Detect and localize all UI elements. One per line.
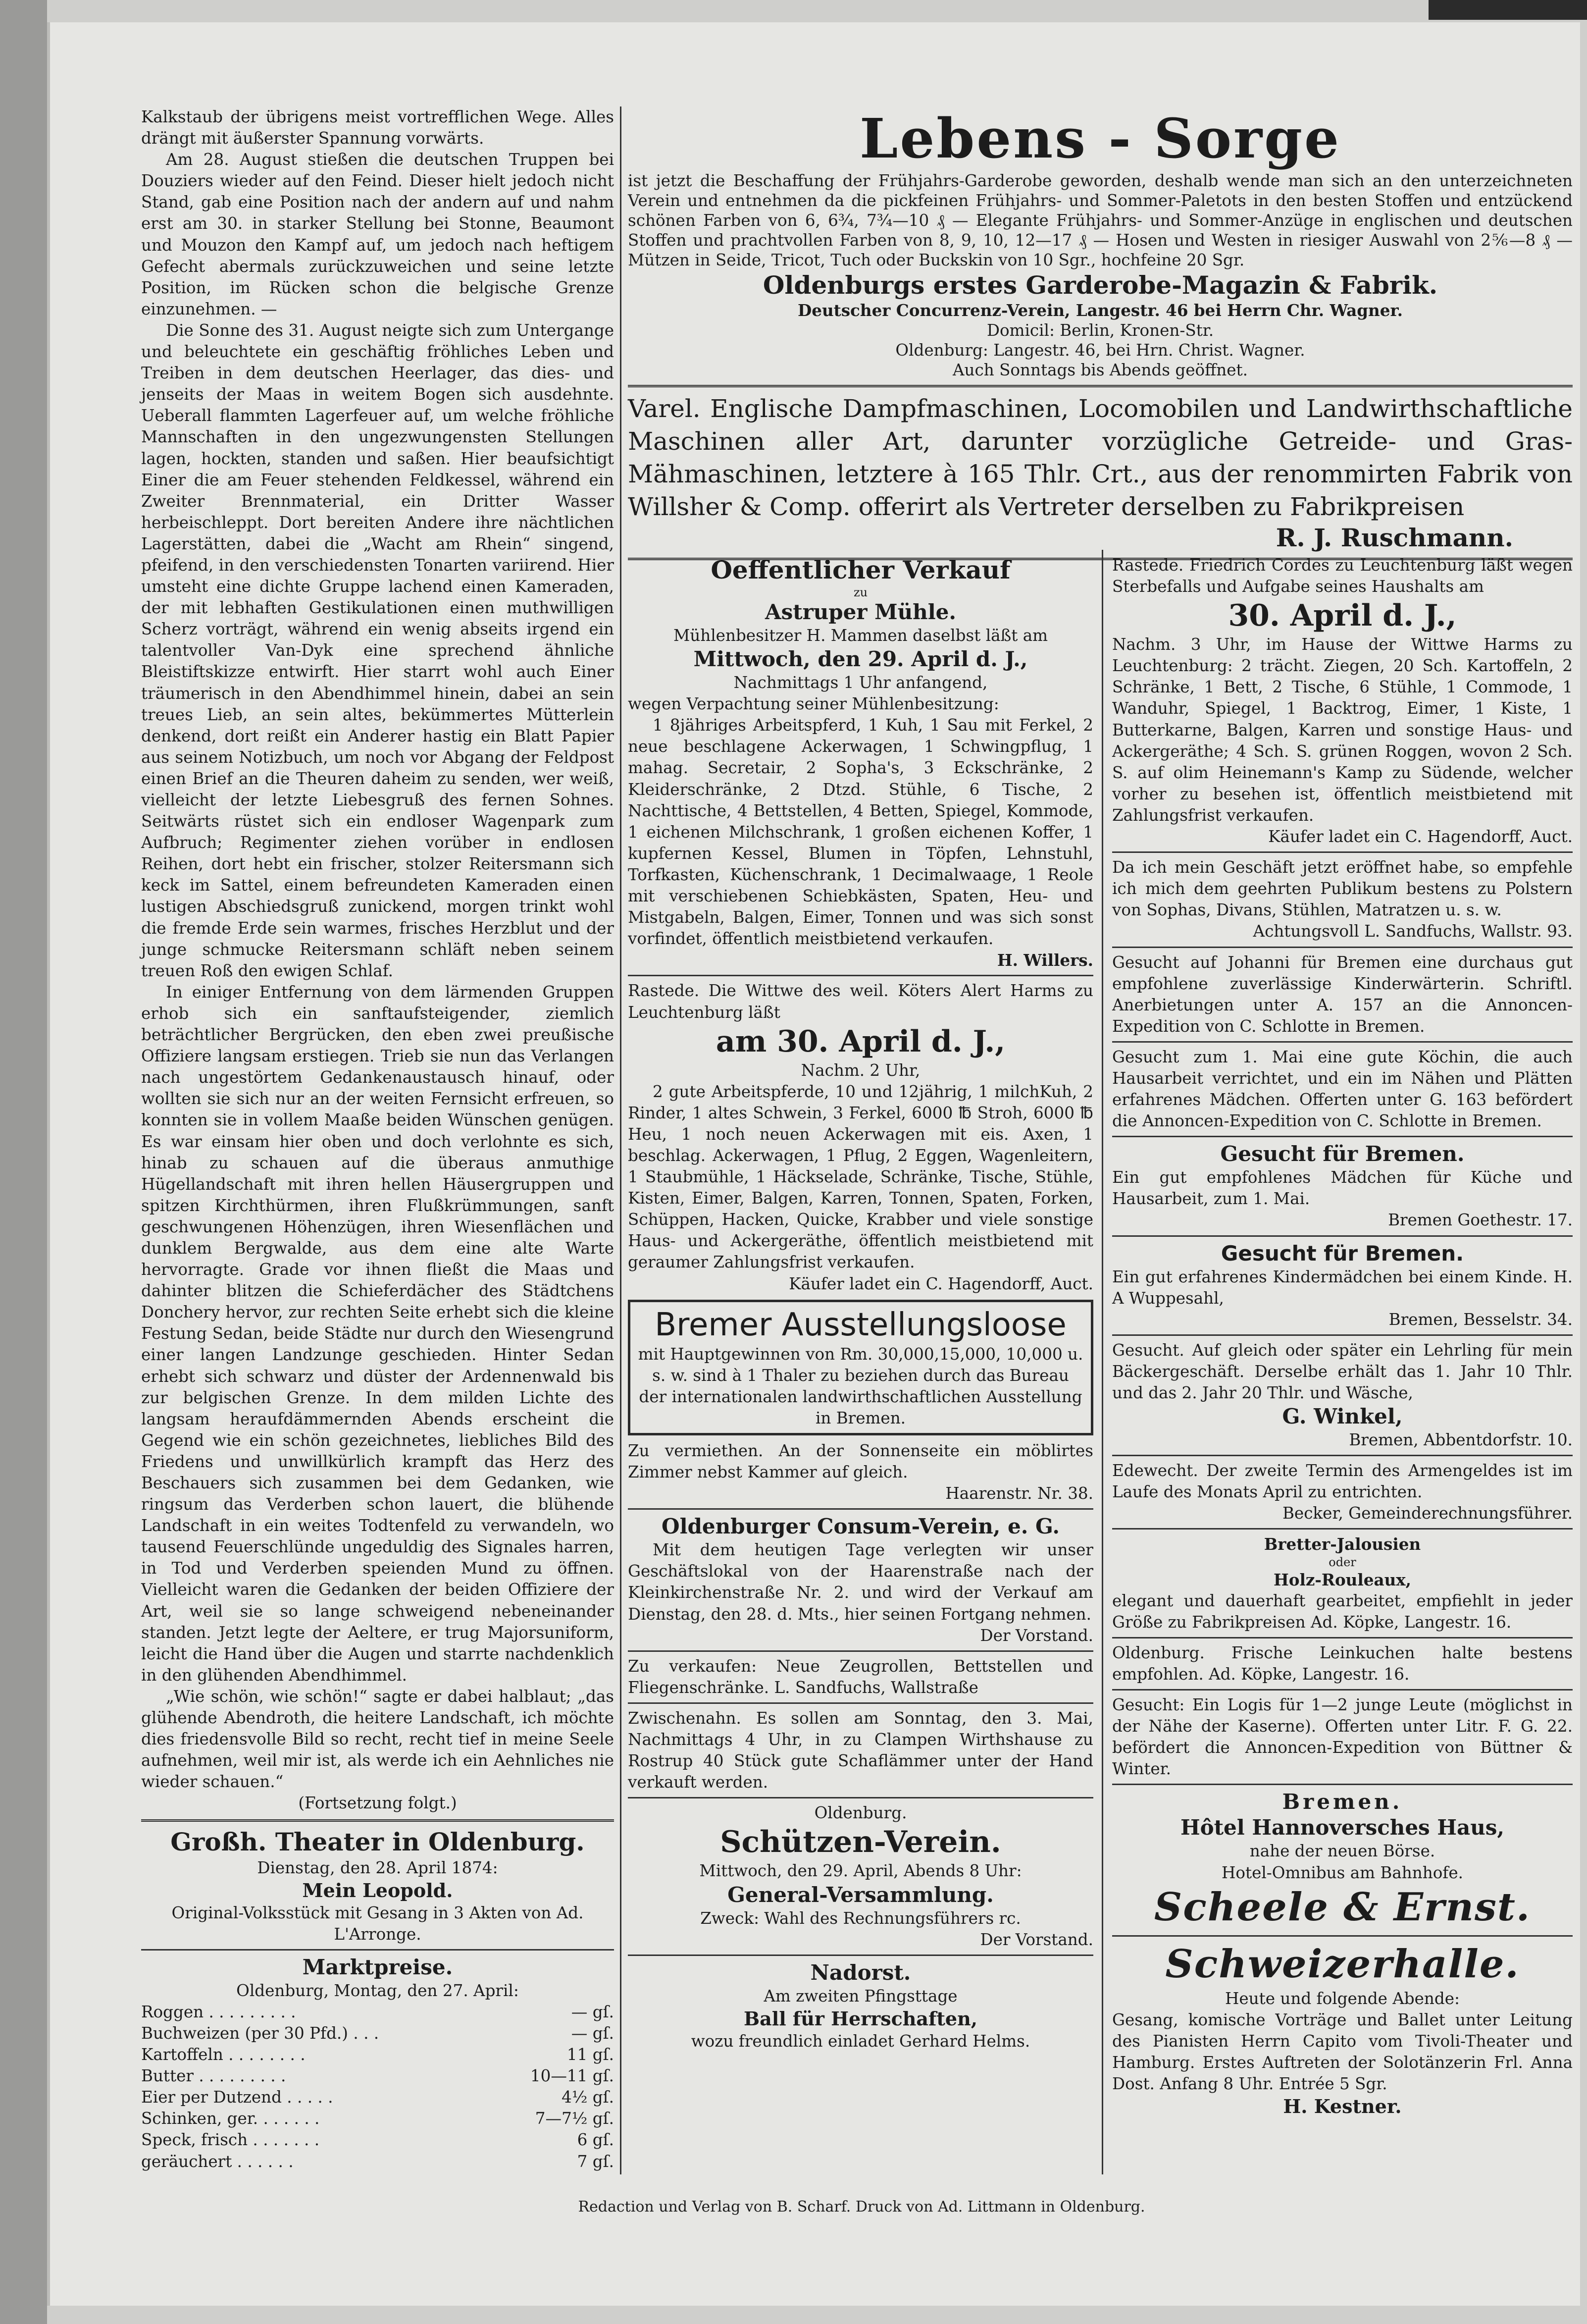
varel-sign: R. J. Ruschmann.	[1276, 523, 1513, 552]
divider	[628, 1508, 1093, 1510]
market-table	[141, 2002, 614, 2172]
page-edge	[0, 0, 47, 2324]
market-item: Schinken, ger. . . . . . .	[141, 2109, 320, 2128]
jalousien-body: elegant und dauerhaft gearbeitet, empfiehlt in jeder Größe zu Fabrikpreisen Ad. Köpke, Langestr. 16.	[1112, 1591, 1573, 1632]
schweizer-sign: H. Kestner.	[1283, 2095, 1402, 2118]
gesucht3-title: Gesucht für Bremen.	[1220, 1142, 1465, 1166]
market-item: Buchweizen (per 30 Pfd.) . . .	[141, 2023, 379, 2043]
lebens-sunday: Auch Sonntags bis Abends geöffnet.	[953, 361, 1248, 379]
hotel-city: Bremen.	[1282, 1790, 1403, 1814]
market-row	[141, 2023, 614, 2044]
schuetzen-date: Mittwoch, den 29. April, Abends 8 Uhr:	[699, 1861, 1022, 1881]
bremer-body: mit Hauptgewinnen von Rm. 30,000,15,000, 10,000 u. s. w. sind à 1 Thaler zu beziehen durch das Bureau der internationalen landwirthschaftlichen Ausstellung in Bremen.	[638, 1344, 1083, 1427]
divider	[628, 975, 1093, 976]
story-paragraph: Die Sonne des 31. August neigte sich zum Untergange und beleuchtete ein geschäftig fröhliches Leben und Treiben in dem deutschen Heerlager, das dies- und jenseits der Maas in weitem Bogen sich ausdehnte. Ueberall flammten Lagerfeuer auf, um welche fröhliche Mannschaften in den ungezwungensten Stellungen lagen, hockten, standen und saßen. Hier beaufsichtigt Einer die am Feuer stehenden Feldkessel, während ein Zweiter Brennmaterial, ein Dritter Wasser herbeischleppt. Dort bereiten Andere ihre nächtlichen Lagerstätten, dabei die „Wacht am Rhein“ singend, pfeifend, in den verschiedensten Tonarten variirend. Hier umsteht eine dichte Gruppe lachend einen Kameraden, der mit lebhaften Gestikulationen einen muthwilligen Scherz vorträgt, während ein wenig abseits irgend ein talentvoller Van-Dyk eine sprechend ähnliche Bleistiftskizze entwirft. Hier starrt wohl auch Einer träumerisch in den Abendhimmel hinein, dabei an sein treues Lieb, an sein altes, bekümmertes Mütterlein denkend, dort reißt ein Anderer hastig ein Blatt Papier aus seinem Notizbuch, um noch vor Abgang der Feldpost einen Brief an die Theuren daheim zu senden, wer weiß, vielleicht der letzte Liebesgruß des fernen Sohnes. Seitwärts rüstet sich ein endloser Wagenpark zum Aufbruch; Regimenter ziehen vorüber in endlosen Reihen, dort hebt ein frischer, stolzer Reitersmann sich keck im Sattel, einem befreundeten Kameraden einen lustigen Abschiedsgruß zunickend, morgen trinkt wohl die fremde Erde sein warmes, frisches Herzblut und der junge schmucke Reitersmann schläft neben seinem treuen Roß den ewigen Schlaf.	[141, 320, 614, 980]
verkauf-time: Nachmittags 1 Uhr anfangend,	[733, 673, 988, 692]
leinkuchen-body: Oldenburg. Frische Leinkuchen halte bestens empfohlen. Ad. Köpke, Langestr. 16.	[1112, 1643, 1573, 1684]
consum-title: Oldenburger Consum-Verein, e. G.	[661, 1514, 1060, 1539]
schuetzen-sign: Der Vorstand.	[980, 1930, 1093, 1949]
story-paragraph: Am 28. August stießen die deutschen Truppen bei Douziers wieder auf den Feind. Dieser hielt jedoch nicht Stand, gab eine Position nach der andern auf und nahm erst am 30. in starker Stellung bei Stonne, Beaumont und Mouzon den Kampf auf, um jedoch nach heftigem Gefecht abermals zurückzuweichen und seine letzte Position, im Rücken schon die belgische Grenze einzunehmen. —	[141, 150, 614, 318]
rastede2-body: Rastede. Friedrich Cordes zu Leuchtenburg läßt wegen Sterbefalls und Aufgabe seines Haushalts am	[1112, 556, 1573, 596]
story-continuation: (Fortsetzung folgt.)	[298, 1794, 457, 1813]
rastede2-sign: Käufer ladet ein C. Hagendorff, Auct.	[1268, 827, 1573, 846]
story-paragraph: In einiger Entfernung von dem lärmenden Gruppen erhob sich ein sanftaufsteigender, ziemlich beträchtlicher Bergrücken, den eben zwei preußische Offiziere langsam erstiegen. Trieb sie nun das Verlangen nach ungestörtem Gedankenaustausch hinauf, oder wollten sie sich nur an der weiten Fernsicht erfreuen, so konnten sie in vollem Maaße beiden Wünschen genügen. Es war einsam hier oben und doch verlohnte es sich, hinab zu schauen auf die überaus anmuthige Hügellandschaft mit ihren hellen Häusergruppen und spitzen Kirchthürmen, ihren Flußkrümmungen, sanft geschwungenen Höhenzügen, ihren Wiesenflächen und dunklem Bergwalde, aus dem eine alte Warte hervorragte. Grade vor ihnen fließt die Maas und dahinter blitzen die Schieferdächer des Städtchens Donchery hervor, zur rechten Seite erhebt sich die kleine Festung Sedan, beide Städte nur durch den Wiesengrund einer langen Landzunge geschieden. Hinter Sedan erhebt sich schwarz und düster der Ardennenwald bis zur belgischen Grenze. In dem milden Lichte des langsam heraufdämmernden Abends erscheint die Gegend wie ein schön gezeichnetes, liebliches Bild des Friedens und unwillkürlich krampft das Herz des Beschauers sich zusammen bei dem Gedanken, wie ringsum das Verderben schon lauert, die blühende Landschaft in ein weites Todtenfeld zu verwandeln, wo tausend Feuerschlünde ungeduldig des Signales harren, in Tod und Verderben speienden Mund zu öffnen. Vielleicht waren die Gedanken der beiden Offiziere der Art, weil sie so lange schweigend nebeneinander standen. Jetzt legte der Aeltere, er trug Majorsuniform, leicht die Hand über die Augen und starrte nachdenklich in den glühenden Abendhimmel.	[141, 982, 614, 1685]
edewecht-sign: Becker, Gemeinderechnungsführer.	[1282, 1504, 1573, 1523]
lebens-body: ist jetzt die Beschaffung der Frühjahrs-Garderobe geworden, deshalb wende man sich an den unterzeichneten Verein und entnehmen da die pickfeinen Frühjahrs- und Sommer-Paletots in den besten Stoffen und entzückend schönen Farben von 6, 6¾, 7¾—10 ₰ — Elegante Frühjahrs- und Sommer-Anzüge in englischen und deutschen Stoffen und prachtvollen Farben von 8, 9, 10, 12—17 ₰ — Hosen und Westen in riesiger Auswahl von 2⅚—8 ₰ — Mützen in Seide, Tricot, Tuch oder Buckskin von 10 Sgr., hochfeine 20 Sgr.	[628, 171, 1573, 269]
market-price: 7—7½ gſ.	[535, 2109, 614, 2128]
sandfuchs-body: Da ich mein Geschäft jetzt eröffnet habe, so empfehle ich mich dem geehrten Publikum bestens zu Polstern von Sophas, Divans, Stühlen, Matratzen u. s. w.	[1112, 858, 1573, 920]
divider	[1112, 1041, 1573, 1043]
gesucht4-title: Gesucht für Bremen.	[1221, 1241, 1464, 1266]
divider	[628, 1702, 1093, 1704]
theater-desc: Original-Volksstück mit Gesang in 3 Akten von Ad. L'Arronge.	[171, 1903, 584, 1944]
hotel-firm: Scheele & Ernst.	[1154, 1884, 1531, 1930]
market-title: Marktpreise.	[302, 1954, 453, 1979]
zwischenahn-body: Zwischenahn. Es sollen am Sonntag, den 3. Mai, Nachmittags 4 Uhr, in zu Clampen Wirthshause zu Rostrup 40 Stück gute Schaflämmer unter der Hand verkauft werden.	[628, 1708, 1093, 1792]
market-price: — gſ.	[571, 2023, 614, 2043]
market-price: 10—11 gſ.	[530, 2066, 614, 2086]
lehrling-sign: G. Winkel,	[1282, 1404, 1403, 1429]
lebens-title: Lebens - Sorge	[859, 106, 1341, 170]
market-item: Speck, frisch . . . . . . .	[141, 2130, 320, 2150]
verkauf-reason: wegen Verpachtung seiner Mühlenbesitzung:	[628, 694, 999, 714]
verkauf-sign: H. Willers.	[997, 951, 1093, 970]
hotel-line: Hotel-Omnibus am Bahnhofe.	[1221, 1863, 1464, 1882]
verkauf-date: Mittwoch, den 29. April d. J.,	[693, 647, 1028, 672]
schweizer-body: Gesang, komische Vorträge und Ballet unter Leitung des Pianisten Herrn Capito vom Tivoli-Theater und Hamburg. Erstes Auftreten der Solotänzerin Frl. Anna Dost. Anfang 8 Uhr. Entrée 5 Sgr.	[1112, 2010, 1573, 2093]
varel-body: Varel. Englische Dampfmaschinen, Locomobilen und Landwirthschaftliche Maschinen aller Art, darunter vorzügliche Getreide- und Gras-Mähmaschinen, letztere à 165 Thlr. Crt., aus der renommirten Fabrik von Willsher & Comp. offerirt als Vertreter derselben zu Fabrikpreisen	[628, 394, 1573, 521]
market-price: 6 gſ.	[577, 2130, 614, 2150]
divider	[628, 1954, 1093, 1956]
footer-imprint: Redaction und Verlag von B. Scharf. Druck von Ad. Littmann in Oldenburg.	[578, 2198, 1145, 2216]
divider	[628, 385, 1573, 387]
story-column	[141, 106, 614, 2172]
divider	[1112, 1528, 1573, 1530]
logis-body: Gesucht: Ein Logis für 1—2 junge Leute (möglichst in der Nähe der Kaserne). Offerten unter Litr. F. G. 22. befördert die Annoncen-Expedition von Büttner & Winter.	[1112, 1695, 1573, 1779]
market-row	[141, 2151, 614, 2172]
nadorst-line: Am zweiten Pfingsttage	[764, 1986, 958, 2006]
divider	[141, 1819, 614, 1822]
rastede1-date: am 30. April d. J.,	[716, 1024, 1006, 1059]
market-item: geräuchert . . . . . .	[141, 2152, 294, 2171]
divider	[1112, 1935, 1573, 1937]
sandfuchs-sign: Achtungsvoll L. Sandfuchs, Wallstr. 93.	[1253, 922, 1573, 941]
verkauf-place: Astruper Mühle.	[765, 600, 956, 624]
theater-play: Mein Leopold.	[302, 1879, 453, 1901]
scan-tape	[1429, 0, 1587, 20]
lehrling-body: Gesucht. Auf gleich oder später ein Lehrling für mein Bäckergeschäft. Derselbe erhält das 1. Jahr 10 Thlr. und das 2. Jahr 20 Thlr. und Wäsche,	[1112, 1340, 1573, 1402]
edewecht-body: Edewecht. Der zweite Termin des Armengeldes ist im Laufe des Monats April zu entrichten.	[1112, 1461, 1573, 1502]
market-price: 11 gſ.	[566, 2045, 614, 2064]
lebens-verein: Deutscher Concurrenz-Verein, Langestr. 46 bei Herrn Chr. Wagner.	[798, 301, 1403, 320]
rastede1-time: Nachm. 2 Uhr,	[801, 1060, 921, 1080]
gesucht1-body: Gesucht auf Johanni für Bremen eine durchaus gut empfohlene zuverlässige Kinderwärterin. Schriftl. Anerbietungen unter A. 157 an die Annoncen-Expedition von C. Schlotte in Bremen.	[1112, 952, 1573, 1036]
verkauf-line: Mühlenbesitzer H. Mammen daselbst läßt am	[673, 626, 1048, 645]
rastede2-date: 30. April d. J.,	[1228, 598, 1457, 634]
divider	[1112, 1235, 1573, 1237]
divider	[628, 1650, 1093, 1652]
verkauf-items: 1 8jähriges Arbeitspferd, 1 Kuh, 1 Sau mit Ferkel, 2 neue beschlagene Ackerwagen, 1 Schwingpflug, 1 mahag. Secretair, 2 Sopha's, 3 Eckschränke, 2 Kleiderschränke, 2 Dtzd. Stühle, 6 Tische, 2 Nachttische, 4 Bettstellen, 4 Betten, Spiegel, Kommode, 1 eichenen Milchschrank, 1 großen eichenen Koffer, 1 kupfernen Kessel, Blumen in Töpfen, Lehnstuhl, Torfkasten, Küchenschrank, 1 Decimalwaage, 1 Reole mit verschiebenen Schiebkästen, Spaten, Heu- und Mistgabeln, Balgen, Eimer, Tonnen und was sich sonst vorfindet, öffentlich meistbietend verkaufen.	[628, 716, 1093, 949]
hotel-line: nahe der neuen Börse.	[1249, 1842, 1435, 1861]
schuetzen-pre: Oldenburg.	[814, 1803, 907, 1823]
divider	[141, 1949, 614, 1951]
lehrling-addr: Bremen, Abbentdorfstr. 10.	[1349, 1430, 1573, 1450]
market-row	[141, 2065, 614, 2087]
column-rule	[620, 106, 621, 2174]
jalousien-sub: Holz-Rouleaux,	[1273, 1570, 1412, 1589]
lebens-firm: Oldenburgs erstes Garderobe-Magazin & Fabrik.	[763, 270, 1438, 300]
gesucht3-addr: Bremen Goethestr. 17.	[1388, 1211, 1573, 1230]
theater-title: Großh. Theater in Oldenburg.	[170, 1827, 585, 1856]
schuetzen-zweck: Zweck: Wahl des Rechnungsführers rc.	[700, 1908, 1021, 1928]
schweizer-title: Schweizerhalle.	[1165, 1941, 1520, 1987]
market-price: — gſ.	[571, 2002, 614, 2021]
column-rule	[1102, 550, 1103, 2174]
schuetzen-heading: General-Versammlung.	[727, 1882, 994, 1907]
nadorst-ball: Ball für Herrschaften,	[744, 2007, 977, 2030]
verkauf-zu: zu	[853, 585, 868, 599]
market-item: Roggen . . . . . . . . .	[141, 2002, 296, 2021]
market-price: 7 gſ.	[577, 2152, 614, 2171]
divider	[1112, 1455, 1573, 1456]
rastede1-body: Rastede. Die Wittwe des weil. Köters Alert Harms zu Leuchtenburg läßt	[628, 981, 1093, 1022]
rastede1-sign: Käufer ladet ein C. Hagendorff, Auct.	[789, 1274, 1093, 1293]
divider	[1112, 1334, 1573, 1336]
jalousien-title: Bretter-Jalousien	[1264, 1534, 1421, 1554]
lebens-ad	[628, 106, 1573, 565]
gesucht4-addr: Bremen, Besselstr. 34.	[1388, 1310, 1573, 1329]
divider	[1112, 947, 1573, 948]
vermiethen-addr: Haarenstr. Nr. 38.	[945, 1484, 1093, 1503]
market-sub: Oldenburg, Montag, den 27. April:	[236, 1981, 519, 2000]
jalousien-oder: oder	[1329, 1555, 1356, 1569]
market-item: Eier per Dutzend . . . . .	[141, 2088, 333, 2107]
rastede2-items: Nachm. 3 Uhr, im Hause der Wittwe Harms zu Leuchtenburg: 2 trächt. Ziegen, 20 Sch. Kartoffeln, 2 Schränke, 1 Bett, 2 Tische, 6 Stühle, 1 Commode, 1 Wanduhr, Spiegel, 1 Backtrog, Eimer, 1 Kiste, 1 Butterkarne, Balgen, Karren und sonstige Haus- und Ackergeräthe; 4 Sch. S. grünen Roggen, wovon 2 Sch. S. auf olim Heinemann's Kamp zu Südende, welcher vorher zu besehen ist, öffentlich meistbietend mit Zahlungsfrist verkaufen.	[1112, 635, 1573, 825]
vermiethen-body: Zu vermiethen. An der Sonnenseite ein möblirtes Zimmer nebst Kammer auf gleich.	[628, 1441, 1093, 1482]
schuetzen-title: Schützen-Verein.	[720, 1825, 1001, 1860]
market-row	[141, 2108, 614, 2129]
verkaufen-body: Zu verkaufen: Neue Zeugrollen, Bettstellen und Fliegenschränke. L. Sandfuchs, Wallstraße	[628, 1656, 1093, 1697]
story-paragraph: „Wie schön, wie schön!“ sagte er dabei halblaut; „das glühende Abendroth, die heitere Landschaft, ich möchte dies friedensvolle Bild so recht, recht tief in meine Seele aufnehmen, weil mir ist, als werde ich ein Aehnliches nie wieder schauen.“	[141, 1687, 614, 1792]
nadorst-title: Nadorst.	[810, 1960, 911, 1985]
schweizer-line: Heute und folgende Abende:	[1225, 1989, 1460, 2008]
divider	[1112, 1689, 1573, 1690]
hotel-name: Hôtel Hannoversches Haus,	[1180, 1815, 1505, 1840]
market-item: Kartoffeln . . . . . . . .	[141, 2045, 306, 2064]
consum-sign: Der Vorstand.	[980, 1626, 1093, 1645]
right-column	[1112, 555, 1573, 2118]
nadorst-invite: wozu freundlich einladet Gerhard Helms.	[691, 2031, 1030, 2051]
story-paragraph: Kalkstaub der übrigens meist vortrefflichen Wege. Alles drängt mit äußerster Spannung vorwärts.	[141, 107, 614, 148]
lebens-domicil: Domicil: Berlin, Kronen-Str.	[986, 321, 1214, 340]
bremer-box	[628, 1300, 1093, 1435]
middle-column	[628, 555, 1093, 2052]
market-row	[141, 2002, 614, 2023]
market-row	[141, 2044, 614, 2065]
divider	[1112, 1637, 1573, 1638]
verkauf-title: Oeffentlicher Verkauf	[711, 555, 1011, 584]
divider	[1112, 1136, 1573, 1137]
divider	[1112, 851, 1573, 853]
market-row	[141, 2087, 614, 2108]
gesucht3-body: Ein gut empfohlenes Mädchen für Küche und Hausarbeit, zum 1. Mai.	[1112, 1168, 1573, 1209]
gesucht2-body: Gesucht zum 1. Mai eine gute Köchin, die auch Hausarbeit verrichtet, und ein im Nähen und Plätten erfahrenes Mädchen. Offerten unter G. 163 befördert die Annoncen-Expedition von C. Schlotte in Bremen.	[1112, 1047, 1573, 1131]
market-price: 4½ gſ.	[562, 2088, 614, 2107]
gesucht4-body: Ein gut erfahrenes Kindermädchen bei einem Kinde. H. A Wuppesahl,	[1112, 1267, 1573, 1308]
rastede1-items: 2 gute Arbeitspferde, 10 und 12jährig, 1 milchKuh, 2 Rinder, 1 altes Schwein, 3 Ferkel, 6000 ℔ Stroh, 6000 ℔ Heu, 1 noch neuen Ackerwagen mit eis. Axen, 1 beschlag. Ackerwagen, 1 Pflug, 2 Eggen, Wagenleitern, 1 Staubmühle, 1 Häckselade, Schränke, Tische, Stühle, Kisten, Eimer, Balgen, Karren, Tonnen, Spaten, Forken, Schüppen, Hacken, Quicke, Krabber und viele sonstige Haus- und Ackergeräthe, öffentlich meistbietend mit geraumer Zahlungsfrist verkaufen.	[628, 1082, 1093, 1272]
consum-body: Mit dem heutigen Tage verlegten wir unser Geschäftslokal von der Haarenstraße nach der Kleinkirchenstraße Nr. 2. und wird der Verkauf am Dienstag, den 28. d. Mts., hier seinen Fortgang nehmen.	[628, 1540, 1093, 1624]
divider	[1112, 1784, 1573, 1785]
bremer-title: Bremer Ausstellungsloose	[655, 1306, 1067, 1343]
divider	[628, 1797, 1093, 1798]
market-row	[141, 2129, 614, 2151]
lebens-addr: Oldenburg: Langestr. 46, bei Hrn. Christ. Wagner.	[895, 341, 1305, 360]
market-item: Butter . . . . . . . . .	[141, 2066, 286, 2086]
theater-date: Dienstag, den 28. April 1874:	[257, 1858, 498, 1877]
